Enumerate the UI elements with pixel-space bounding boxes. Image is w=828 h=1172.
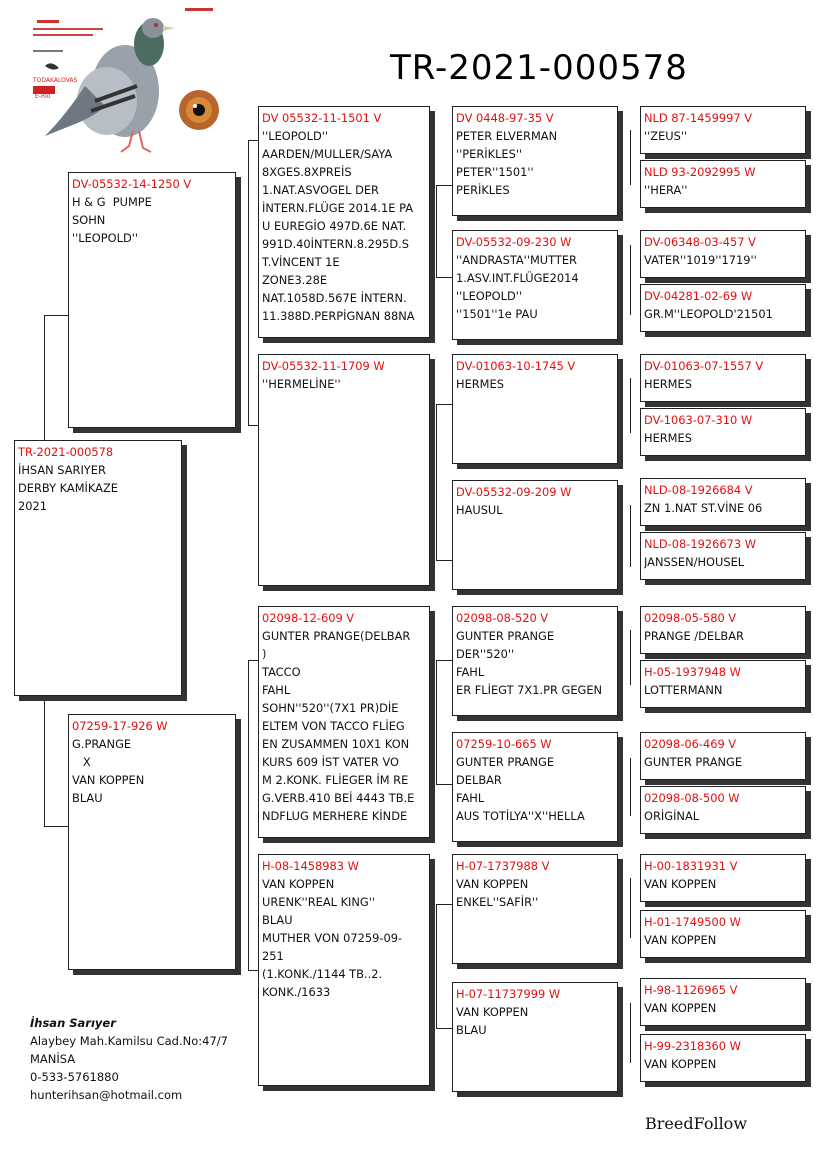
pedigree-title: TR-2021-000578 [390, 48, 688, 88]
ring-number: H-01-1749500 W [644, 915, 741, 929]
info-line: ) [262, 647, 267, 661]
connector [630, 378, 631, 433]
ring-number: 02098-08-520 V [456, 611, 549, 625]
ring-number: H-08-1458983 W [262, 859, 359, 873]
info-line: VAN KOPPEN [456, 1005, 529, 1019]
info-line: ZN 1.NAT ST.VİNE 06 [644, 501, 763, 515]
pigeon-box-gen4[interactable] [640, 660, 806, 708]
owner-info [30, 1014, 228, 1104]
connector [630, 1003, 631, 1063]
pigeon-box-gen4[interactable] [640, 106, 806, 154]
connector [248, 660, 249, 970]
info-line: G.VERB.410 BEİ 4443 TB.E [262, 791, 415, 805]
connector [436, 185, 437, 277]
info-line: ELTEM VON TACCO FLİEG [262, 719, 405, 733]
info-line: H & G PUMPE [72, 195, 152, 209]
pigeon-box-gen3[interactable] [452, 480, 618, 590]
owner-name: İhsan Sarıyer [30, 1016, 116, 1030]
info-line: EN ZUSAMMEN 10X1 KON [262, 737, 410, 751]
info-line: GUNTER PRANGE(DELBAR [262, 629, 411, 643]
info-line: T.VİNCENT 1E [262, 255, 340, 269]
info-line: G.PRANGE [72, 737, 132, 751]
info-line: ''HERMELİNE'' [262, 377, 341, 391]
pigeon-box-gen4[interactable] [640, 854, 806, 902]
ring-number: 02098-12-609 V [262, 611, 355, 625]
connector [630, 505, 631, 567]
owner-city: MANİSA [30, 1052, 76, 1066]
pigeon-logo-image [25, 6, 240, 156]
ring-number: NLD 87-1459997 V [644, 111, 753, 125]
ring-number: DV-04281-02-69 W [644, 289, 753, 303]
info-line: VAN KOPPEN [456, 877, 529, 891]
ring-number: DV-1063-07-310 W [644, 413, 753, 427]
pigeon-box-gen4[interactable] [640, 532, 806, 580]
ring-number: H-99-2318360 W [644, 1039, 741, 1053]
pigeon-box-gen2[interactable] [258, 606, 430, 838]
info-line: ER FLİEGT 7X1.PR GEGEN [456, 683, 603, 697]
info-line: HERMES [456, 377, 504, 391]
connector [630, 878, 631, 938]
info-line: ''PERİKLES'' [456, 147, 523, 161]
info-line: X [72, 755, 91, 769]
info-line: VAN KOPPEN [72, 773, 145, 787]
pigeon-box-sire[interactable] [68, 172, 236, 428]
info-line: 8XGES.8XPREİS [262, 165, 352, 179]
logo [25, 6, 240, 156]
pigeon-box-dam[interactable] [68, 714, 236, 970]
connector [436, 404, 437, 560]
info-line: AARDEN/MULLER/SAYA [262, 147, 393, 161]
pigeon-box-gen3[interactable] [452, 106, 618, 216]
ring-number: 07259-17-926 W [72, 719, 168, 733]
ring-number: NLD-08-1926684 V [644, 483, 753, 497]
info-line: (1.KONK./1144 TB..2. [262, 967, 383, 981]
connector [630, 130, 631, 185]
info-line: DELBAR [456, 773, 502, 787]
ring-number: DV-05532-11-1709 W [262, 359, 385, 373]
info-line: PERİKLES [456, 183, 510, 197]
info-line: VAN KOPPEN [262, 877, 335, 891]
info-line: PETER''1501'' [456, 165, 534, 179]
info-line: GUNTER PRANGE [644, 755, 743, 769]
ring-number: NLD 93-2092995 W [644, 165, 756, 179]
info-line: M 2.KONK. FLİEGER İM RE [262, 773, 409, 787]
info-line: ''ZEUS'' [644, 129, 688, 143]
pigeon-box-gen3[interactable] [452, 606, 618, 716]
info-line: ''1501''1e PAU [456, 307, 538, 321]
info-line: HAUSUL [456, 503, 503, 517]
info-line: VAN KOPPEN [644, 1057, 717, 1071]
pigeon-box-gen3[interactable] [452, 354, 618, 464]
pigeon-box-subject[interactable] [14, 440, 182, 696]
connector [44, 315, 70, 316]
owner-address: Alaybey Mah.Kamilsu Cad.No:47/7 [30, 1034, 228, 1048]
pigeon-box-gen2[interactable] [258, 106, 430, 338]
info-line: 251 [262, 949, 284, 963]
pigeon-box-gen4[interactable] [640, 910, 806, 958]
pigeon-box-gen3[interactable] [452, 230, 618, 340]
info-line: TACCO [262, 665, 301, 679]
ring-number: 02098-05-580 V [644, 611, 737, 625]
info-line: DER''520'' [456, 647, 515, 661]
ring-number: NLD-08-1926673 W [644, 537, 756, 551]
ring-number: H-07-1737988 V [456, 859, 550, 873]
info-line: PRANGE /DELBAR [644, 629, 744, 643]
info-line: ''LEOPOLD'' [72, 231, 138, 245]
info-line: 1.NAT.ASVOGEL DER [262, 183, 379, 197]
ring-number: DV-01063-07-1557 V [644, 359, 764, 373]
ring-number: DV 0448-97-35 V [456, 111, 554, 125]
info-line: ''LEOPOLD'' [456, 289, 522, 303]
info-line: VAN KOPPEN [644, 1001, 717, 1015]
info-line: SOHN [72, 213, 106, 227]
info-line: 1.ASV.INT.FLÜGE2014 [456, 271, 579, 285]
info-line: DERBY KAMİKAZE [18, 481, 118, 495]
pigeon-box-gen4[interactable] [640, 1034, 806, 1082]
info-line: AUS TOTİLYA''X''HELLA [456, 809, 585, 823]
ring-number: 02098-08-500 W [644, 791, 740, 805]
info-line: NAT.1058D.567E İNTERN. [262, 291, 407, 305]
info-line: 11.388D.PERPİGNAN 88NA [262, 309, 415, 323]
info-line: BLAU [262, 913, 293, 927]
ring-number: 07259-10-665 W [456, 737, 552, 751]
info-line: URENK''REAL KING'' [262, 895, 376, 909]
info-line: KONK./1633 [262, 985, 331, 999]
ring-number: 02098-06-469 V [644, 737, 737, 751]
connector [436, 904, 437, 1028]
connector [630, 630, 631, 685]
ring-number: TR-2021-000578 [18, 445, 114, 459]
pigeon-box-gen2[interactable] [258, 354, 430, 586]
info-line: ORİGİNAL [644, 809, 700, 823]
info-line: VAN KOPPEN [644, 877, 717, 891]
pigeon-box-gen4[interactable] [640, 732, 806, 780]
connector [248, 140, 249, 425]
brand-label: BreedFollow [645, 1114, 748, 1133]
info-line: GUNTER PRANGE [456, 629, 555, 643]
info-line: ''ANDRASTA''MUTTER [456, 253, 577, 267]
pigeon-box-gen4[interactable] [640, 354, 806, 402]
info-line: İHSAN SARIYER [18, 463, 106, 477]
info-line: HERMES [644, 431, 692, 445]
pigeon-box-gen4[interactable] [640, 606, 806, 654]
connector [436, 660, 437, 784]
pigeon-box-gen4[interactable] [640, 478, 806, 526]
info-line: 2021 [18, 499, 47, 513]
ring-number: H-05-1937948 W [644, 665, 741, 679]
info-line: BLAU [72, 791, 103, 805]
info-line: ''HERA'' [644, 183, 688, 197]
info-line: VAN KOPPEN [644, 933, 717, 947]
info-line: İNTERN.FLÜGE 2014.1E PA [262, 201, 414, 215]
info-line: JANSSEN/HOUSEL [644, 555, 745, 569]
owner-phone: 0-533-5761880 [30, 1070, 119, 1084]
pigeon-box-gen4[interactable] [640, 408, 806, 456]
pigeon-box-gen4[interactable] [640, 230, 806, 278]
pigeon-box-gen3[interactable] [452, 732, 618, 842]
info-line: PETER ELVERMAN [456, 129, 558, 143]
ring-number: H-07-11737999 W [456, 987, 561, 1001]
info-line: HERMES [644, 377, 692, 391]
info-line: FAHL [456, 791, 485, 805]
info-line: ''LEOPOLD'' [262, 129, 328, 143]
info-line: LOTTERMANN [644, 683, 723, 697]
info-line: NDFLUG MERHERE KİNDE [262, 809, 408, 823]
info-line: SOHN''520''(7X1 PR)DİE [262, 701, 399, 715]
pigeon-box-gen2[interactable] [258, 854, 430, 1086]
info-line: KURS 609 İST VATER VO [262, 755, 400, 769]
pigeon-box-gen3[interactable] [452, 982, 618, 1092]
ring-number: DV-06348-03-457 V [644, 235, 756, 249]
owner-email: hunterihsan@hotmail.com [30, 1088, 183, 1102]
ring-number: H-98-1126965 V [644, 983, 738, 997]
pigeon-box-gen4[interactable] [640, 284, 806, 332]
connector [44, 826, 70, 827]
ring-number: DV 05532-11-1501 V [262, 111, 382, 125]
svg-text:TODAKALOVAS: TODAKALOVAS [33, 77, 78, 84]
ring-number: H-00-1831931 V [644, 859, 738, 873]
info-line: GUNTER PRANGE [456, 755, 555, 769]
pigeon-box-gen4[interactable] [640, 786, 806, 834]
ring-number: DV-05532-09-230 W [456, 235, 572, 249]
info-line: ZONE3.28E [262, 273, 328, 287]
svg-text:E-Rlo: E-Rlo [35, 93, 51, 100]
pigeon-box-gen4[interactable] [640, 160, 806, 208]
info-line: GR.M''LEOPOLD'21501 [644, 307, 773, 321]
info-line: 991D.40İNTERN.8.295D.S [262, 237, 409, 251]
info-line: U EUREGİO 497D.6E NAT. [262, 219, 407, 233]
connector [630, 245, 631, 315]
info-line: BLAU [456, 1023, 487, 1037]
info-line: MUTHER VON 07259-09- [262, 931, 403, 945]
pigeon-box-gen4[interactable] [640, 978, 806, 1026]
info-line: VATER''1019''1719'' [644, 253, 757, 267]
info-line: ENKEL''SAFİR'' [456, 895, 539, 909]
info-line: FAHL [262, 683, 291, 697]
ring-number: DV-05532-09-209 W [456, 485, 572, 499]
ring-number: DV-05532-14-1250 V [72, 177, 192, 191]
pigeon-box-gen3[interactable] [452, 854, 618, 964]
connector [630, 758, 631, 816]
info-line: FAHL [456, 665, 485, 679]
ring-number: DV-01063-10-1745 V [456, 359, 576, 373]
